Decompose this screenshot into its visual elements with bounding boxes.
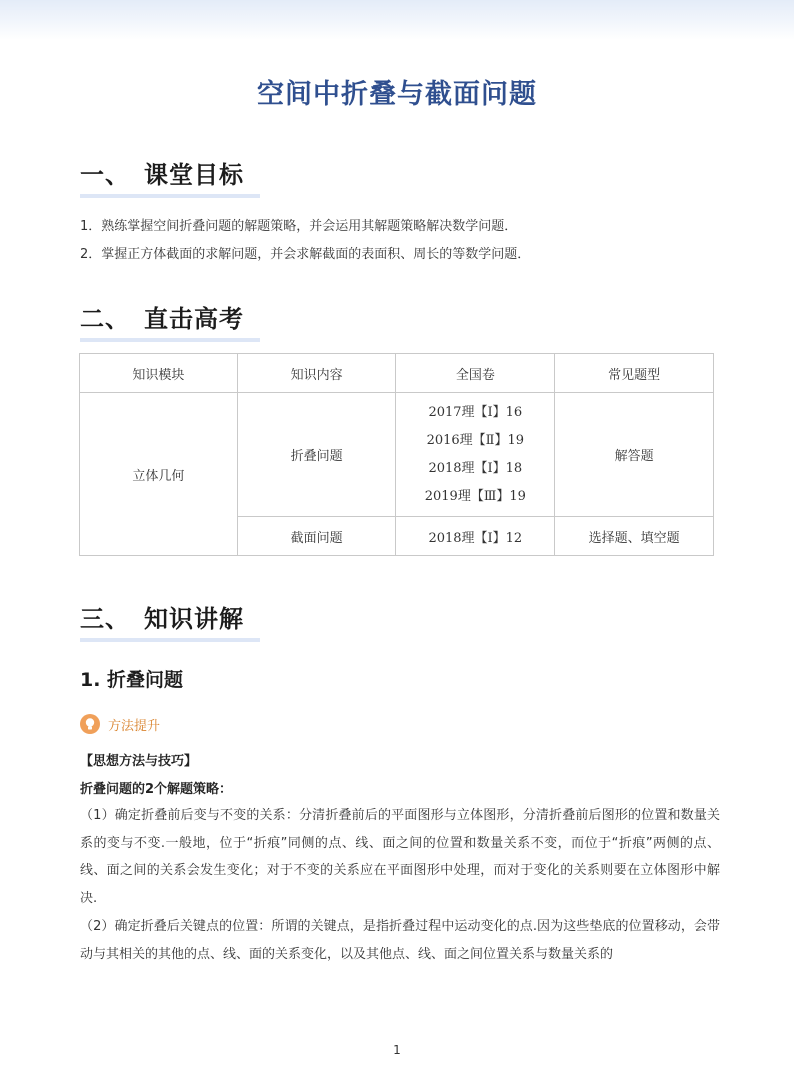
content-cell: 折叠问题 [237, 393, 396, 517]
subsection-title: 1. 折叠问题 [80, 669, 184, 691]
exam-entry: 2018理【Ⅰ】18 [428, 460, 523, 476]
exam-cell [396, 393, 555, 517]
table-header-row [80, 354, 714, 393]
section-label: 知识讲解 [144, 605, 244, 633]
module-cell: 立体几何 [80, 393, 238, 556]
method-label: 方法提升 [108, 718, 161, 734]
section-number: 三、 [80, 605, 130, 633]
exam-entry: 2019理【Ⅲ】19 [424, 488, 526, 504]
table-header-cell: 知识内容 [237, 354, 396, 393]
paragraph: （2）确定折叠后关键点的位置：所谓的关键点，是指折叠过程中运动变化的点.因为这些垫底的位置移动，会带动与其相关的其他的点、线、面的关系变化，以及其他点、线、面之间位置关系与数量关系的 [80, 919, 720, 962]
page-number: 1 [393, 1043, 401, 1057]
lightbulb-icon [80, 714, 100, 734]
tips-title: 【思想方法与技巧】 [80, 754, 198, 769]
type-cell: 解答题 [555, 393, 714, 517]
section-underline [80, 338, 260, 342]
header-band [0, 0, 794, 40]
content-cell: 截面问题 [237, 517, 396, 556]
section-underline [80, 638, 260, 642]
strategy-title: 折叠问题的2个解题策略： [80, 782, 233, 797]
section-number: 二、 [80, 305, 130, 333]
section-heading-knowledge [80, 599, 244, 634]
table-header-cell: 全国卷 [396, 354, 555, 393]
paragraph: （1）确定折叠前后变与不变的关系：分清折叠前后的平面图形与立体图形，分清折叠前后图形的位置和数量关系的变与不变.一般地，位于“折痕”同侧的点、线、面之间的位置和数量关系不变，而位于“折痕”两侧的点、线、面之间的关系会发生变化；对于不变的关系应在平面图形中处理，而对于变化的关系则要在立体图形中解决. [80, 808, 720, 906]
section-number: 一、 [80, 161, 130, 189]
exam-table [79, 353, 714, 556]
page-title: 空间中折叠与截面问题 [257, 79, 537, 110]
type-cell: 选择题、填空题 [555, 517, 714, 556]
table-row [80, 393, 714, 517]
goal-item: 2．掌握正方体截面的求解问题，并会求解截面的表面积、周长的等数学问题． [80, 247, 531, 262]
section-heading-exam [80, 299, 244, 334]
section-heading-goals [80, 155, 244, 190]
goal-item: 1．熟练掌握空间折叠问题的解题策略，并会运用其解题策略解决数学问题． [80, 219, 518, 234]
exam-entry: 2018理【Ⅰ】12 [396, 517, 555, 556]
table-header-cell: 知识模块 [80, 354, 238, 393]
exam-entry: 2017理【Ⅰ】16 [428, 404, 523, 420]
section-label: 课堂目标 [144, 161, 244, 189]
table-header-cell: 常见题型 [555, 354, 714, 393]
section-label: 直击高考 [144, 305, 244, 333]
section-underline [80, 194, 260, 198]
exam-entry: 2016理【Ⅱ】19 [426, 432, 525, 448]
method-tag [80, 713, 160, 735]
